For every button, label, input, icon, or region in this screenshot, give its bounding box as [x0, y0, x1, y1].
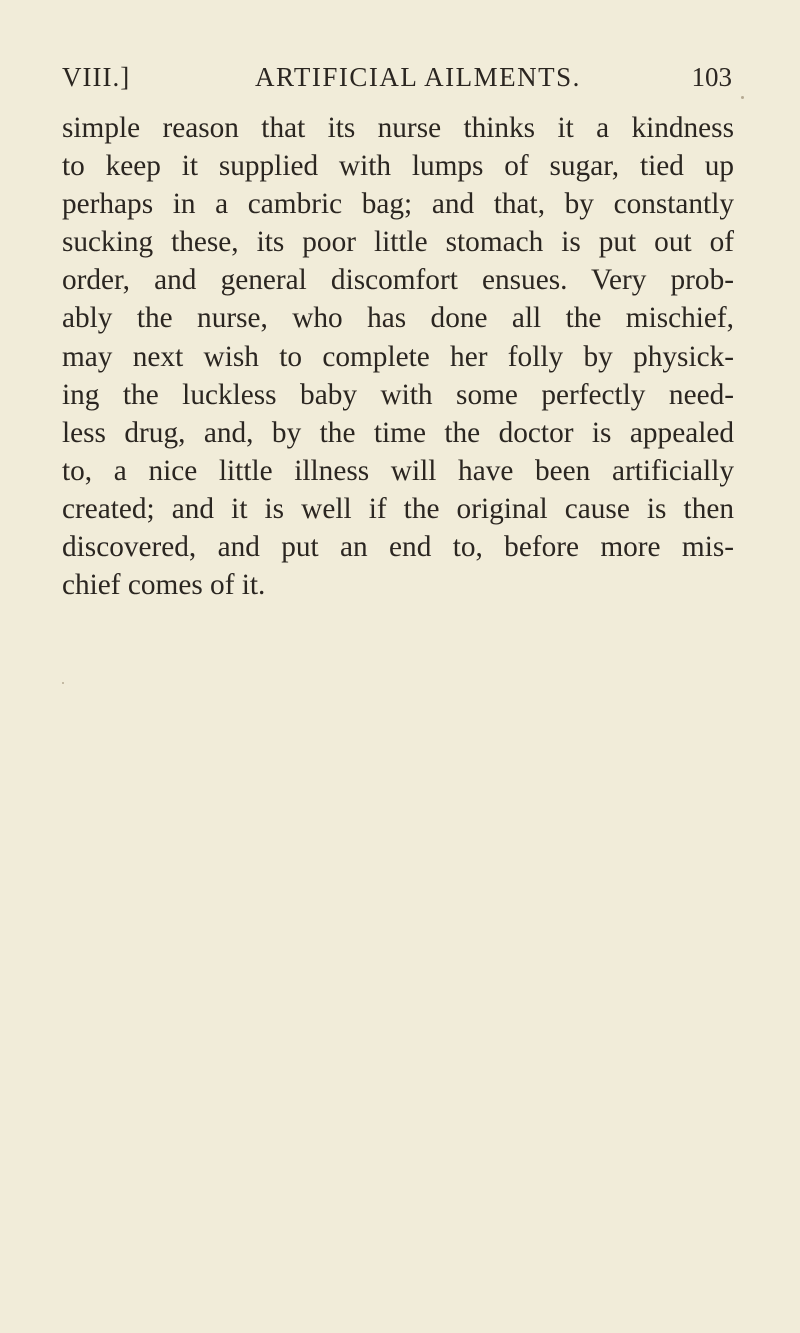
page-number: 103: [691, 62, 732, 92]
running-head: [62, 62, 732, 102]
running-title: ARTIFICIAL AILMENTS.: [255, 62, 581, 92]
text-line: order, and general discomfort ensues. Very prob-: [62, 264, 734, 297]
text-line: chief comes of it.: [62, 569, 266, 602]
text-line: sucking these, its poor little stomach is put out of: [62, 226, 734, 259]
text-line: created; and it is well if the original cause is then: [62, 492, 734, 525]
text-line: to keep it supplied with lumps of sugar, tied up: [62, 150, 734, 183]
text-line: less drug, and, by the time the doctor is appealed: [62, 416, 734, 449]
text-line: perhaps in a cambric bag; and that, by constantly: [62, 188, 734, 221]
paper-speck: [741, 96, 744, 99]
text-line: discovered, and put an end to, before more mis-: [62, 531, 734, 564]
chapter-number: VIII.]: [62, 62, 131, 92]
text-line: ably the nurse, who has done all the mischief,: [62, 302, 734, 335]
paper-speck: [62, 682, 64, 684]
text-line: simple reason that its nurse thinks it a kindness: [62, 112, 734, 144]
text-line: ing the luckless baby with some perfectly need-: [62, 378, 734, 411]
text-line: to, a nice little illness will have been artificially: [62, 454, 734, 487]
text-line: may next wish to complete her folly by physick-: [62, 340, 734, 373]
body-paragraph: [62, 109, 734, 604]
